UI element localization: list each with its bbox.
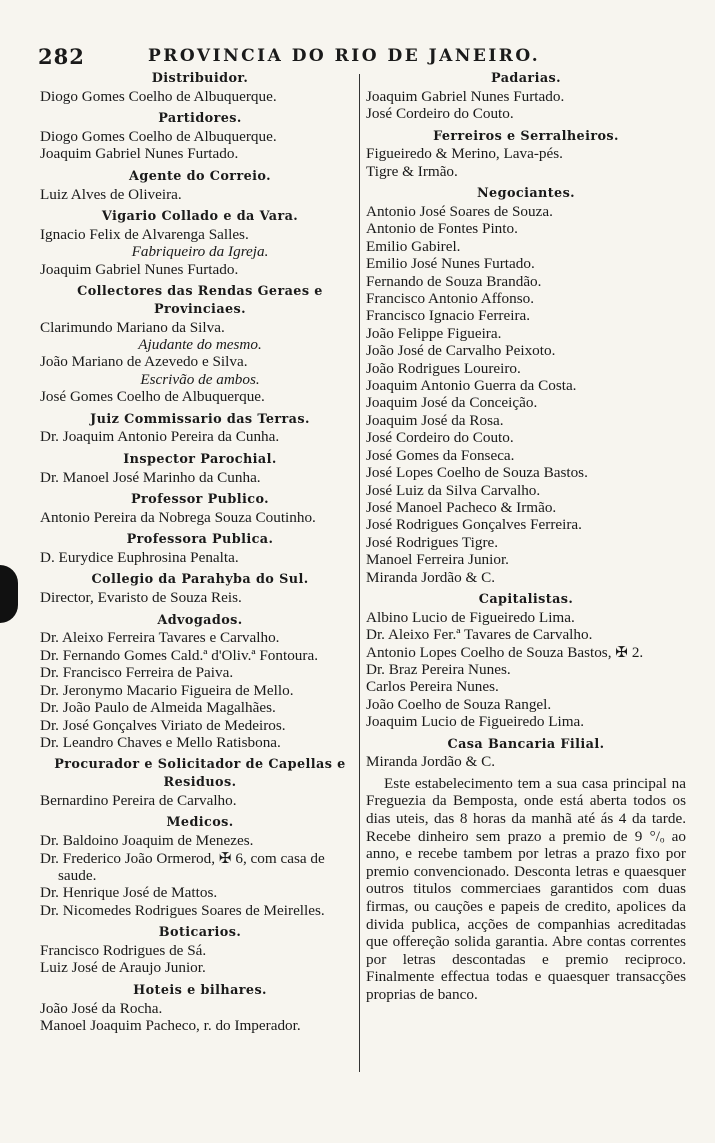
list-item: José Manoel Pacheco & Irmão.: [366, 498, 557, 516]
list-item: Dr. Manoel José Marinho da Cunha.: [40, 468, 261, 486]
role-caption: Escrivão de ambos.: [140, 370, 260, 388]
list-item: João Coelho de Souza Rangel.: [366, 695, 552, 713]
section-heading: Professor Publico.: [130, 492, 270, 508]
section-heading: Partidores.: [158, 111, 242, 127]
list-item: José Luiz da Silva Carvalho.: [366, 481, 541, 499]
section-heading: Advogados.: [157, 612, 243, 628]
list-item: D. Eurydice Euphrosina Penalta.: [40, 549, 239, 567]
list-item: Antonio de Fontes Pinto.: [366, 220, 518, 238]
list-item: Joaquim José da Rosa.: [366, 411, 504, 429]
list-item: Emilio José Nunes Furtado.: [366, 255, 535, 273]
list-item: Dr. Braz Pereira Nunes.: [366, 660, 511, 678]
list-item: Francisco Ignacio Ferreira.: [366, 307, 531, 325]
left-column: [40, 70, 360, 1034]
section-heading: Distribuidor.: [151, 71, 249, 86]
list-item: Figueiredo & Merino, Lava-pés.: [366, 145, 563, 163]
list-item: Antonio José Soares de Souza.: [366, 203, 553, 221]
list-item: Luiz Alves de Oliveira.: [40, 185, 182, 203]
list-item: Antonio Pereira da Nobrega Souza Coutinho.: [40, 508, 316, 526]
list-item: Miranda Jordão & C.: [366, 753, 496, 771]
page-number: 282: [38, 44, 85, 69]
list-item: João Rodrigues Loureiro.: [366, 359, 521, 377]
section-heading: Ferreiros e Serralheiros.: [433, 128, 619, 144]
section-heading: Hoteis e bilhares.: [133, 982, 267, 998]
section-heading: Procurador e Solicitador de Capellas e Residuos.: [54, 757, 346, 791]
list-item: Dr. Aleixo Fer.ª Tavares de Carvalho.: [366, 626, 593, 644]
section-heading: Padarias.: [491, 71, 561, 86]
list-item: Bernardino Pereira de Carvalho.: [40, 791, 237, 809]
list-item: Joaquim Gabriel Nunes Furtado.: [40, 145, 239, 163]
list-item: Emilio Gabirel.: [366, 237, 461, 255]
column-divider: [359, 74, 360, 1072]
list-item: Francisco Rodrigues de Sá.: [40, 941, 207, 959]
list-item: Manoel Joaquim Pacheco, r. do Imperador.: [40, 1016, 301, 1034]
list-item: Carlos Pereira Nunes.: [366, 678, 499, 696]
section-heading: Agente do Correio.: [129, 168, 271, 184]
list-item: Dr. Jeronymo Macario Figueira de Mello.: [40, 681, 294, 699]
list-item: Dr. Nicomedes Rodrigues Soares de Meirelles.: [40, 901, 325, 919]
list-item: João José da Rocha.: [40, 999, 163, 1017]
list-item: Manoel Ferreira Junior.: [366, 551, 509, 569]
section-heading: Casa Bancaria Filial.: [447, 736, 605, 752]
section-heading: Capitalistas.: [478, 591, 574, 607]
list-item: Albino Lucio de Figueiredo Lima.: [366, 608, 575, 626]
section-heading: Boticarios.: [158, 925, 242, 941]
list-item: José Cordeiro do Couto.: [366, 105, 514, 123]
list-item: Dr. Leandro Chaves e Mello Ratisbona.: [40, 733, 281, 751]
list-item: José Gomes Coelho de Albuquerque.: [40, 388, 265, 406]
list-item: Dr. Fernando Gomes Cald.ª d'Oliv.ª Fontoura.: [40, 646, 318, 664]
list-item: João José de Carvalho Peixoto.: [366, 342, 556, 360]
section-heading: Medicos.: [166, 815, 234, 831]
list-item: Antonio Lopes Coelho de Souza Bastos, ✠ 2.: [366, 643, 644, 661]
section-heading: Professora Publica.: [126, 532, 274, 548]
section-heading: Inspector Parochial.: [123, 451, 277, 467]
page-header: [38, 44, 558, 70]
description-paragraph: Este estabelecimento tem a sua casa principal na Freguezia da Bemposta, onde está aberta todos os dias uteis, das 8 horas da manhã até ás 4 da tarde. Recebe dinheiro sem prazo a premio de 9 °/ₒ ao anno, e recebe tambem por letras a prazo fixo por premio convencionado. Desconta letras e quaesquer outros titulos commerciaes garantidos com duas firmas, ou cauções e papeis de credito, apolices da divida publica, acções de companhias acreditadas que offereção solida garantia. Abre contas correntes por letras descontadas e premio reciproco. Finalmente effectua todas e quaesquer transacções proprias de banco.: [366, 774, 686, 1003]
list-item: Fernando de Souza Brandão.: [366, 272, 542, 290]
list-item: Dr. Frederico João Ormerod, ✠ 6, com casa de saude.: [40, 849, 325, 884]
list-item: Luiz José de Araujo Junior.: [40, 959, 206, 977]
list-item: Dr. Aleixo Ferreira Tavares e Carvalho.: [40, 629, 280, 647]
list-item: João Mariano de Azevedo e Silva.: [40, 353, 248, 371]
list-item: Joaquim José da Conceição.: [366, 394, 538, 412]
list-item: Diogo Gomes Coelho de Albuquerque.: [40, 128, 277, 145]
list-item: Joaquim Antonio Guerra da Costa.: [366, 377, 577, 395]
running-title: PROVINCIA DO RIO DE JANEIRO.: [148, 46, 541, 66]
right-column: [366, 70, 686, 1004]
role-caption: Fabriqueiro da Igreja.: [131, 243, 269, 261]
ink-blot: [0, 565, 18, 623]
list-item: José Rodrigues Tigre.: [366, 533, 499, 551]
section-heading: Collectores das Rendas Geraes e Provinciaes.: [77, 284, 323, 317]
list-item: Francisco Antonio Affonso.: [366, 290, 535, 308]
list-item: Dr. João Paulo de Almeida Magalhães.: [40, 699, 276, 717]
list-item: Dr. Baldoino Joaquim de Menezes.: [40, 832, 254, 850]
list-item: Miranda Jordão & C.: [366, 568, 496, 586]
page-top-stain: [60, 0, 200, 22]
section-heading: Collegio da Parahyba do Sul.: [91, 572, 309, 588]
list-item: Joaquim Gabriel Nunes Furtado.: [366, 87, 565, 105]
list-item: José Lopes Coelho de Souza Bastos.: [366, 464, 588, 482]
list-item: Joaquim Lucio de Figueiredo Lima.: [366, 713, 585, 731]
list-item: Tigre & Irmão.: [366, 162, 458, 180]
list-item: Dr. Joaquim Antonio Pereira da Cunha.: [40, 428, 280, 446]
list-item: José Rodrigues Gonçalves Ferreira.: [366, 516, 582, 534]
list-item: Ignacio Felix de Alvarenga Salles.: [40, 225, 249, 243]
list-item: João Felippe Figueira.: [366, 324, 502, 342]
list-item: Dr. Henrique José de Mattos.: [40, 884, 218, 902]
list-item: Director, Evaristo de Souza Reis.: [40, 589, 242, 607]
section-heading: Vigario Collado e da Vara.: [101, 209, 299, 225]
list-item: Diogo Gomes Coelho de Albuquerque.: [40, 87, 277, 105]
section-heading: Negociantes.: [476, 186, 576, 202]
role-caption: Ajudante do mesmo.: [138, 336, 262, 354]
section-heading: Juiz Commissario das Terras.: [90, 411, 310, 427]
list-item: Clarimundo Mariano da Silva.: [40, 318, 225, 336]
list-item: Dr. José Gonçalves Viriato de Medeiros.: [40, 716, 286, 734]
list-item: Dr. Francisco Ferreira de Paiva.: [40, 664, 234, 682]
list-item: José Gomes da Fonseca.: [366, 446, 515, 464]
list-item: Joaquim Gabriel Nunes Furtado.: [40, 260, 239, 278]
list-item: José Cordeiro do Couto.: [366, 429, 514, 447]
